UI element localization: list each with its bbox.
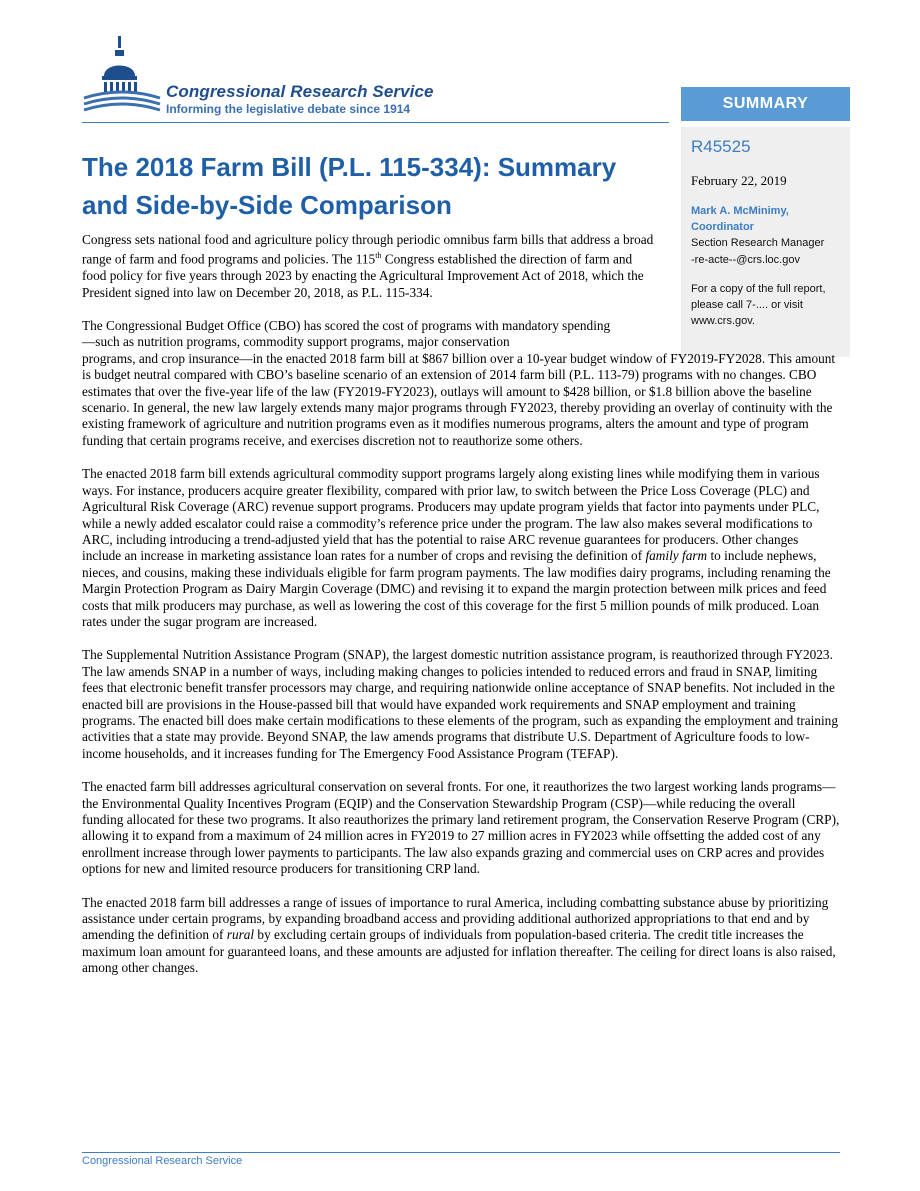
paragraph-5: The enacted farm bill addresses agricultural conservation on several fronts. For one, it reauthorizes the two largest working lands programs—the Environmental Quality Incentives Program (EQIP) and the Conservation Stewardship Program (CSP)—while reducing the overall funding allocated for these two programs. It also reauthorizes the primary land retirement program, the Conservation Reserve Program (CRP), allowing it to expand from a maximum of 24 million acres in FY2019 to 27 million acres in FY2023 while offsetting the added cost of any enrollment increase through lower payments to participants. The law also expands grazing and commercial uses on CRP acres and provides options for new and limited resource producers for transitioning CRP land. (82, 779, 840, 877)
paragraph-2: The Congressional Budget Office (CBO) has scored the cost of programs with mandatory spending—such as nutrition programs, commodity support programs, major conservation programs, and crop insurance—in the enacted 2018 farm bill at $867 billion over a 10-year budget window of FY2019-FY2028. This amount is budget neutral compared with CBO’s baseline scenario of an extension of 2014 farm bill (P.L. 113-79) programs with no changes. CBO estimates that over the five-year life of the law (FY2019-FY2023), outlays will amount to $428 billion, or $1.8 billion above the baseline scenario. In general, the new law largely extends many major programs through FY2023, thereby providing an overlay of continuity with the existing framework of agriculture and nutrition programs even as it modifies numerous programs, alters the amount and type of program funding that certain programs receive, and exercises discretion not to reauthorize some others. (82, 318, 836, 448)
summary-body (82, 232, 840, 994)
report-date: February 22, 2019 (691, 173, 787, 188)
summary-label: SUMMARY (681, 87, 850, 121)
header-rule (82, 122, 669, 123)
copy-note: For a copy of the full report, please call 7-.... or visit www.crs.gov. (691, 283, 826, 327)
author-title: Section Research Manager (691, 237, 825, 249)
footer-rule (82, 1152, 840, 1153)
report-number: R45525 (691, 137, 751, 156)
paragraph-4: The Supplemental Nutrition Assistance Program (SNAP), the largest domestic nutrition assistance program, is reauthorized through FY2023. The law amends SNAP in a number of ways, including making changes to policies intended to reduced errors and fraud in SNAP, limiting fees that electronic benefit transfer processors may charge, and requiring nationwide online acceptance of SNAP benefits. Not included in the enacted bill are provisions in the House-passed bill that would have expanded work requirements and SNAP employment and training programs. The enacted bill does make certain modifications to these elements of the program, such as expanding the employment and training activities that a state may provide. Beyond SNAP, the law amends programs that distribute U.S. Department of Agriculture foods to low-income households, and it increases funding for The Emergency Food Assistance Program (TEFAP). (82, 647, 838, 761)
org-tagline: Informing the legislative debate since 1914 (166, 102, 411, 116)
author-name: Mark A. McMinimy, (691, 205, 789, 217)
paragraph-1: Congress sets national food and agriculture policy through periodic omnibus farm bills that address a broad range of farm and food programs and policies. The 115th Congress established the direction of farm and food policy for five years through 2023 by enacting the Agricultural Improvement Act of 2018, which the President signed into law on December 20, 2018, as P.L. 115-334. (82, 232, 654, 300)
author-role: Coordinator (691, 221, 754, 233)
paragraph-6: The enacted 2018 farm bill addresses a range of issues of importance to rural America, including combatting substance abuse by prioritizing assistance under certain programs, by expanding broadband access and providing additional authorized appropriations to that end and by amending the definition of rural by excluding certain groups of individuals from population-based criteria. The credit title increases the maximum loan amount for guaranteed loans, and these amounts are adjusted for inflation thereafter. The ceiling for direct loans is also raised, among other changes. (82, 894, 836, 976)
capitol-dome-icon (82, 32, 162, 122)
paragraph-3: The enacted 2018 farm bill extends agricultural commodity support programs largely along existing lines while modifying them in various ways. For instance, producers acquire greater flexibility, compared with prior law, to switch between the Price Loss Coverage (PLC) and Agricultural Risk Coverage (ARC) revenue support programs. Producers may update program yields that factor into payments under PLC, while a newly added escalator could raise a commodity’s reference price under the program. The law also makes several modifications to ARC, including introducing a trend-adjusted yield that has the potential to raise ARC revenue guarantees for producers. Other changes include an increase in marketing assistance loan rates for a number of crops and revising the definition of family farm to include nephews, nieces, and cousins, making these individuals eligible for farm program payments. The law modifies dairy programs, including renaming the Margin Protection Program as Dairy Margin Coverage (DMC) and revising it to expand the margin protection between milk prices and feed costs that milk producers may purchase, as well as lowering the cost of this coverage for the first 5 million pounds of milk produced. Loan rates under the sugar program are increased. (82, 466, 831, 629)
footer-text: Congressional Research Service (82, 1155, 243, 1167)
page-title: The 2018 Farm Bill (P.L. 115-334): Summary and Side-by-Side Comparison (82, 152, 617, 220)
org-name: Congressional Research Service (166, 82, 434, 101)
author-email[interactable]: -re-acte--@crs.loc.gov (691, 254, 800, 266)
